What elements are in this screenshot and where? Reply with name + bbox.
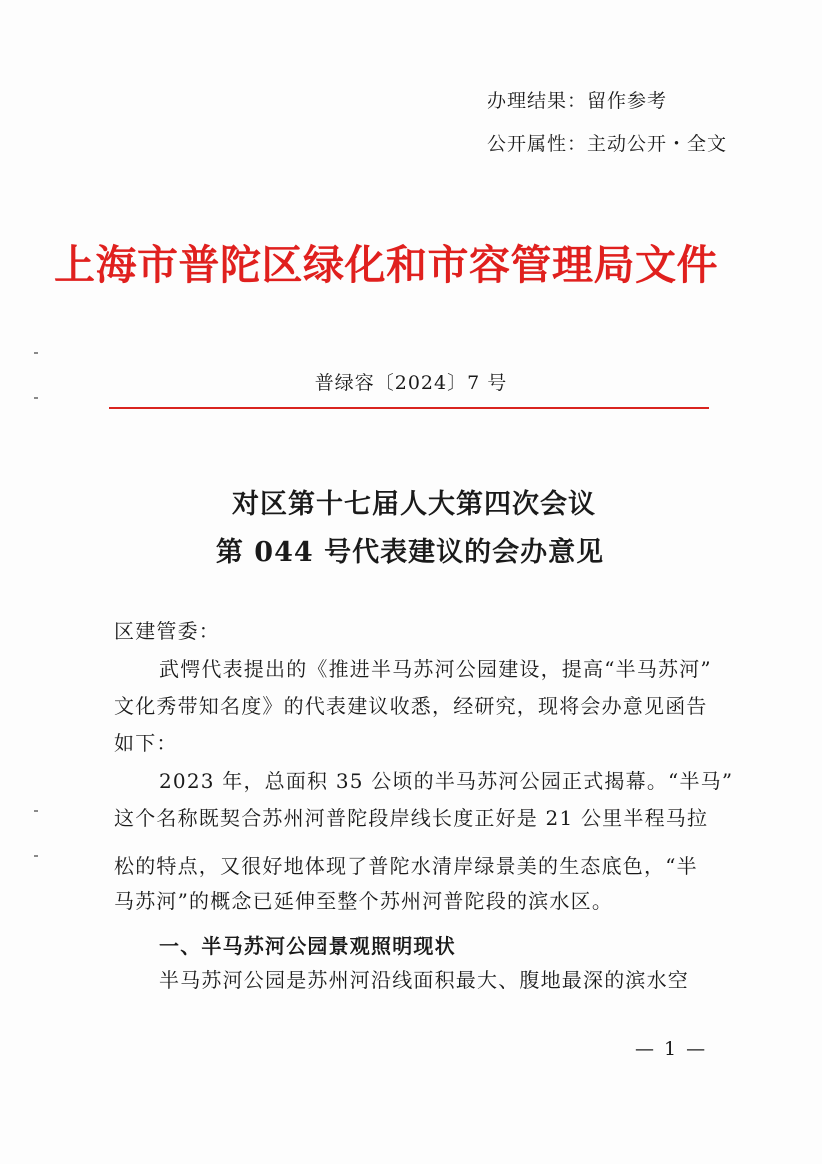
paragraph-1-line: 武愕代表提出的《推进半马苏河公园建设，提高“半马苏河” [159, 657, 712, 681]
margin-binding-mark [34, 855, 38, 857]
page-number: — 1 — [635, 1038, 708, 1060]
document-title-line-2: 第 044 号代表建议的会办意见 [215, 537, 605, 568]
paragraph-2-line: 这个名称既契合苏州河普陀段岸线长度正好是 21 公里半程马拉 [114, 806, 709, 830]
document-title-line-1: 对区第十七届人大第四次会议 [232, 489, 596, 520]
handling-result-label: 办理结果： [487, 90, 588, 112]
paragraph-3-line: 半马苏河公园是苏州河沿线面积最大、腹地最深的滨水空 [159, 968, 689, 992]
paragraph-2-line: 松的特点，又很好地体现了普陀水清岸绿景美的生态底色，“半 [114, 854, 698, 878]
document-number: 普绿容〔2024〕7 号 [314, 372, 508, 394]
red-divider-line [109, 407, 709, 409]
paragraph-1-line: 如下： [114, 731, 178, 755]
paragraph-2-line: 马苏河”的概念已延伸至整个苏州河普陀段的滨水区。 [114, 889, 614, 913]
paragraph-1-line: 文化秀带知名度》的代表建议收悉，经研究，现将会办意见函告 [114, 694, 708, 718]
paragraph-2-line: 2023 年，总面积 35 公顷的半马苏河公园正式揭幕。“半马” [159, 769, 734, 793]
margin-binding-mark [34, 397, 38, 399]
addressee: 区建管委： [114, 619, 220, 643]
disclosure-attribute-value: 主动公开・全文 [587, 133, 728, 155]
section-1-heading: 一、半马苏河公园景观照明现状 [159, 934, 456, 958]
handling-result-value: 留作参考 [587, 90, 668, 112]
handling-result-line [487, 86, 667, 113]
disclosure-attribute-label: 公开属性： [487, 133, 588, 155]
margin-binding-mark [34, 810, 38, 812]
disclosure-attribute-line [487, 129, 727, 156]
margin-binding-mark [34, 352, 38, 354]
document-masthead: 上海市普陀区绿化和市容管理局文件 [54, 241, 718, 289]
